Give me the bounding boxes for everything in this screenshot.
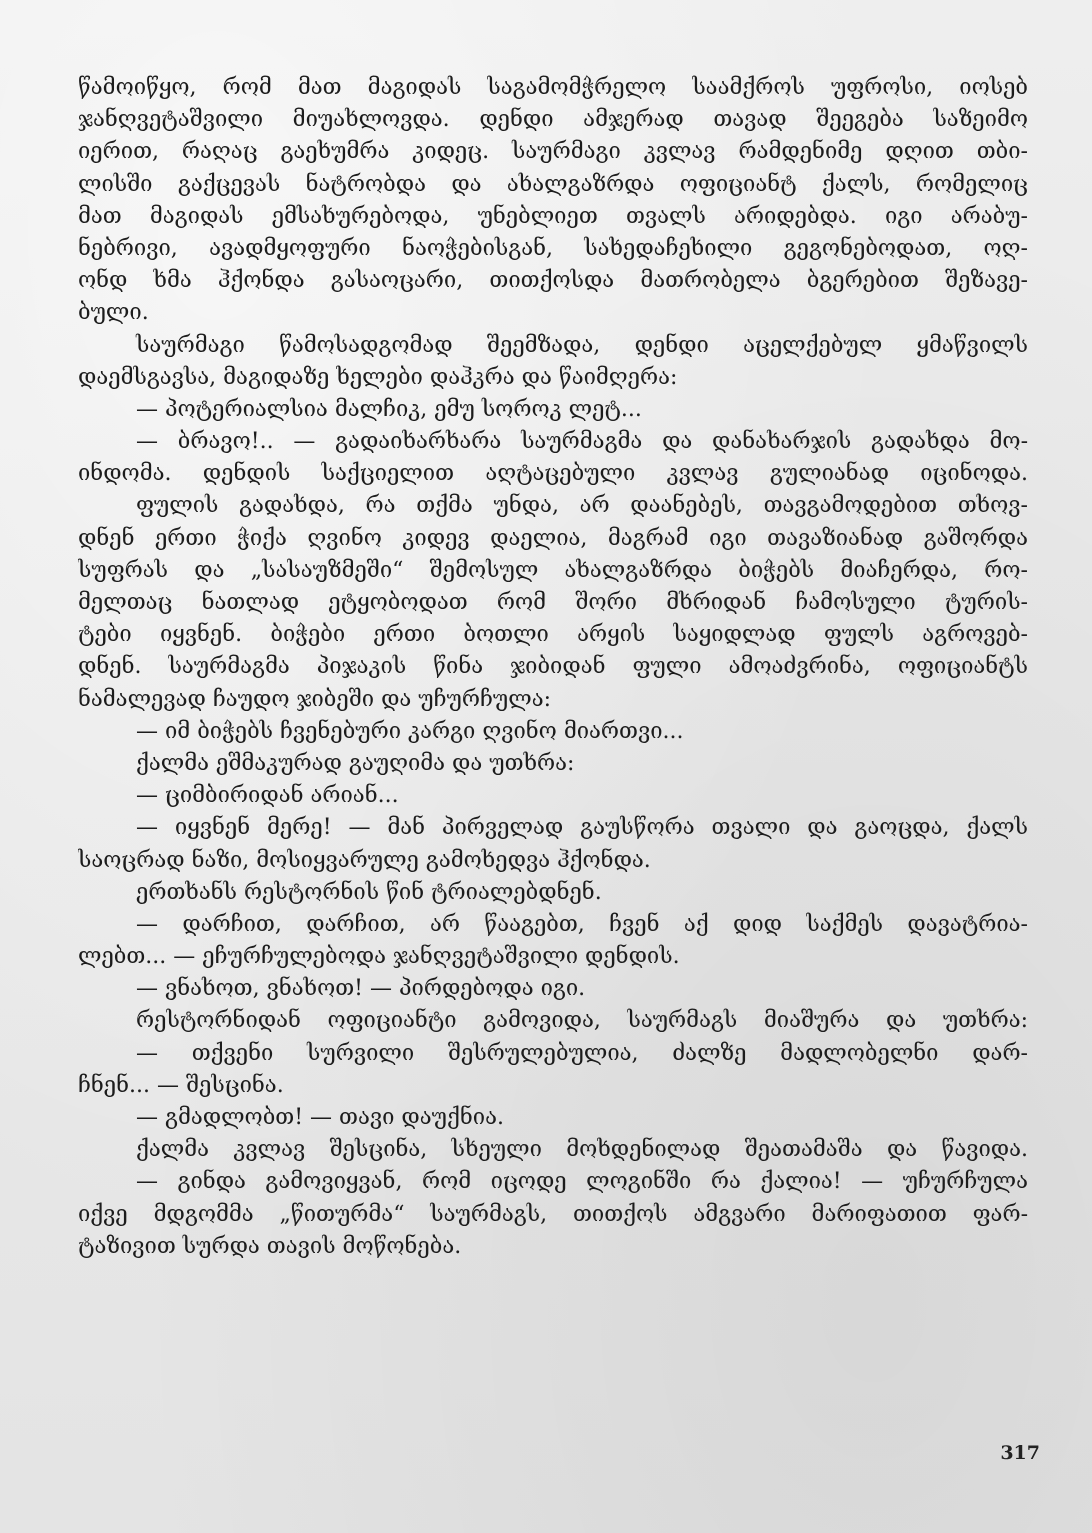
text-line: იქვე მდგომმა „წითურმა“ საურმაგს, თითქოს ამგვარი მარიფათით ფარ-	[78, 1201, 1028, 1227]
text-line: — გინდა გამოვიყვან, რომ იცოდე ლოგინში რა ქალია! — უჩურჩულა	[136, 1169, 1028, 1195]
text-line: მათ მაგიდას ემსახურებოდა, უნებლიეთ თვალს არიდებდა. იგი არაბუ-	[78, 203, 1028, 229]
text-line: — თქვენი სურვილი შესრულებულია, ძალზე მადლობელნი დარ-	[136, 1040, 1028, 1066]
text-line: — ბრავო!.. — გადაიხარხარა საურმაგმა და დანახარჯის გადახდა მო-	[136, 429, 1028, 455]
text-line: რესტორნიდან ოფიციანტი გამოვიდა, საურმაგს მიაშურა და უთხრა:	[136, 1008, 1028, 1034]
text-line: მელთაც ნათლად ეტყობოდათ რომ შორი მხრიდან ჩამოსული ტურის-	[78, 590, 1028, 615]
text-line: დნენ. საურმაგმა პიჯაკის წინა ჯიბიდან ფული ამოაძვრინა, ოფიციანტს	[78, 654, 1028, 680]
text-line: წამოიწყო, რომ მათ მაგიდას საგამომჭრელო საამქროს უფროსი, იოსებ	[78, 75, 1028, 100]
text-line: — გმადლობთ! — თავი დაუქნია.	[136, 1105, 504, 1130]
text-line: ნამალევად ჩაუდო ჯიბეში და უჩურჩულა:	[78, 686, 552, 712]
text-line: ნებრივი, ავადმყოფური ნაოჭებისგან, სახედაჩეხილი გეგონებოდათ, ოღ-	[78, 235, 1028, 261]
text-line: — იყვნენ მერე! — მან პირველად გაუსწორა თვალი და გაოცდა, ქალს	[136, 815, 1028, 841]
text-line: დაემსგავსა, მაგიდაზე ხელები დაჰკრა და წაიმღერა:	[78, 364, 678, 390]
text-line: ფულის გადახდა, რა თქმა უნდა, არ დაანებეს, თავგამოდებით თხოვ-	[136, 493, 1028, 519]
text-line: — იმ ბიჭებს ჩვენებური კარგი ღვინო მიართვი...	[136, 718, 684, 744]
text-line: — დარჩით, დარჩით, არ წააგებთ, ჩვენ აქ დიდ საქმეს დავატრია-	[136, 911, 1028, 937]
text-line: ტები იყვნენ. ბიჭები ერთი ბოთლი არყის საყიდლად ფულს აგროვებ-	[78, 622, 1028, 648]
text-line: — ციმბირიდან არიან...	[136, 783, 399, 809]
text-line: ტაზივით სურდა თავის მოწონება.	[78, 1233, 462, 1259]
text-line: ონდ ხმა ჰქონდა გასაოცარი, თითქოსდა მათრობელა ბგერებით შეზავე-	[78, 268, 1028, 294]
text-line: საოცრად ნაზი, მოსიყვარულე გამოხედვა ჰქონდა.	[78, 847, 651, 873]
text-line: ლებთ... — ეჩურჩულებოდა ჯანღვეტაშვილი დენდის.	[78, 944, 680, 970]
text-line: ქალმა კვლავ შესცინა, სხეული მოხდენილად შეათამაშა და წავიდა.	[136, 1137, 1028, 1163]
text-line: ინდომა. დენდის საქციელით აღტაცებული კვლავ გულიანად იცინოდა.	[78, 461, 1028, 487]
text-line: ჯანღვეტაშვილი მიუახლოვდა. დენდი ამჯერად თავად შეეგება საზეიმო	[78, 107, 1028, 133]
text-line: დნენ ერთი ჭიქა ღვინო კიდევ დაელია, მაგრამ იგი თავაზიანად გაშორდა	[78, 525, 1028, 551]
text-line: ქალმა ეშმაკურად გაუღიმა და უთხრა:	[136, 750, 575, 776]
text-line: ერთხანს რესტორნის წინ ტრიალებდნენ.	[136, 879, 602, 905]
page-number: 317	[1000, 1442, 1040, 1464]
text-line: — ვნახოთ, ვნახოთ! — პირდებოდა იგი.	[136, 976, 586, 1002]
body-text	[78, 72, 1028, 1472]
text-line: ბული.	[78, 300, 149, 326]
text-line: საურმაგი წამოსადგომად შეემზადა, დენდი აცელქებულ ყმაწვილს	[136, 332, 1028, 358]
text-line: სუფრას და „სასაუზმეში“ შემოსულ ახალგაზრდა ბიჭებს მიაჩერდა, რო-	[78, 557, 1028, 583]
text-line: იერით, რაღაც გაეხუმრა კიდეც. საურმაგი კვლავ რამდენიმე დღით თბი-	[78, 139, 1028, 165]
text-line: ლისში გაქცევას ნატრობდა და ახალგაზრდა ოფიციანტ ქალს, რომელიც	[78, 171, 1028, 197]
text-line: — პოტერიალსია მალჩიკ, ემუ სოროკ ლეტ...	[136, 396, 642, 422]
text-line: ჩნენ... — შესცინა.	[78, 1072, 284, 1098]
